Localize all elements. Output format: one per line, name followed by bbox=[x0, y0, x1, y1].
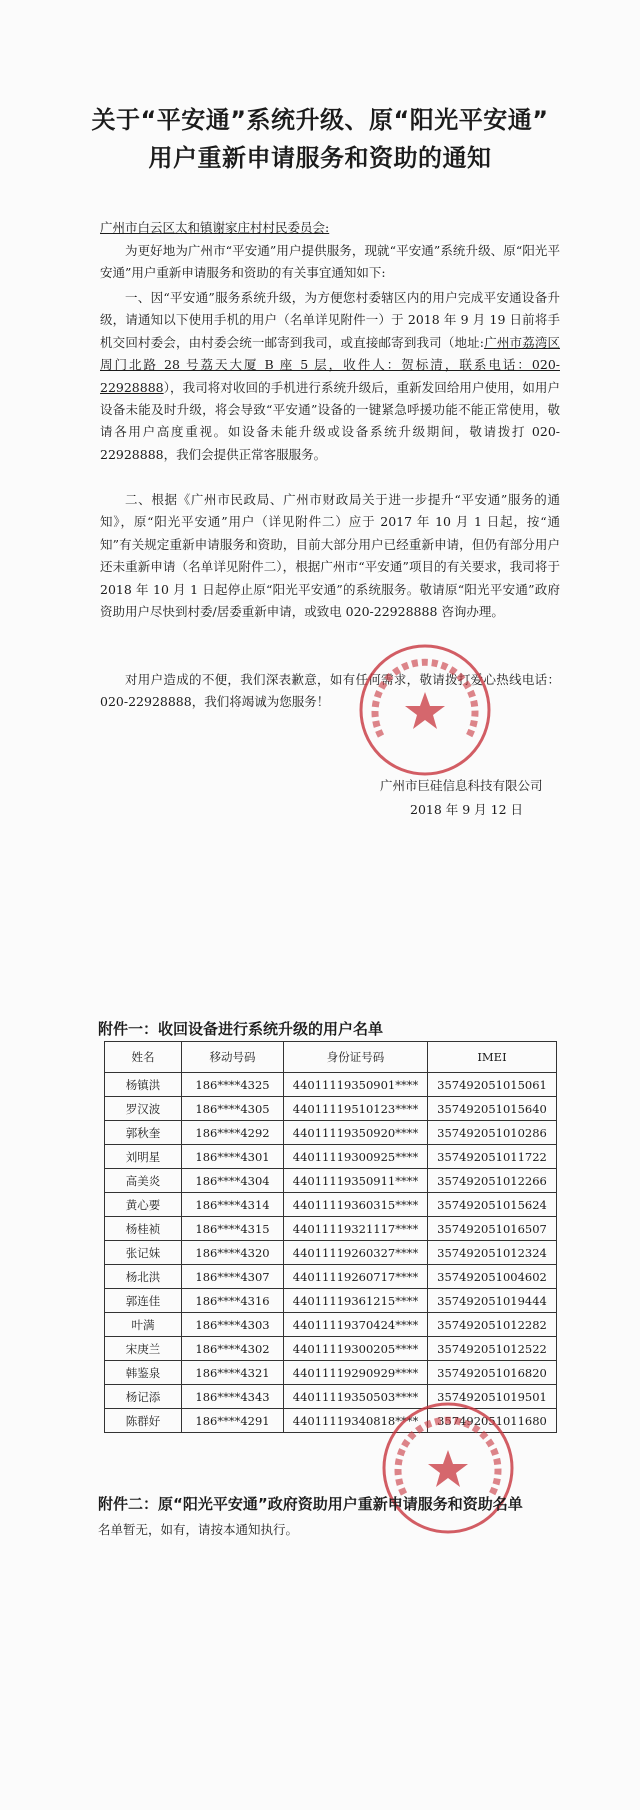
table-row bbox=[105, 1073, 557, 1097]
document-title-line1: 关于“平安通”系统升级、原“阳光平安通” bbox=[91, 106, 549, 134]
cell-imei: 357492051011680 bbox=[428, 1409, 557, 1433]
paragraph-device-upgrade bbox=[100, 287, 560, 466]
cell-name: 黄心要 bbox=[105, 1193, 182, 1217]
cell-mobile: 186****4315 bbox=[182, 1217, 284, 1241]
cell-imei: 357492051016507 bbox=[428, 1217, 557, 1241]
header-id-number: 身份证号码 bbox=[284, 1042, 428, 1073]
cell-name: 杨北洪 bbox=[105, 1265, 182, 1289]
cell-name: 刘明星 bbox=[105, 1145, 182, 1169]
cell-id-number: 44011119260327**** bbox=[284, 1241, 428, 1265]
cell-imei: 357492051012324 bbox=[428, 1241, 557, 1265]
table-row bbox=[105, 1265, 557, 1289]
cell-name: 宋庚兰 bbox=[105, 1337, 182, 1361]
document-title-line2: 用户重新申请服务和资助的通知 bbox=[148, 144, 492, 172]
cell-name: 郭秋奎 bbox=[105, 1121, 182, 1145]
cell-mobile: 186****4320 bbox=[182, 1241, 284, 1265]
cell-id-number: 44011119290929**** bbox=[284, 1361, 428, 1385]
cell-name: 张记妹 bbox=[105, 1241, 182, 1265]
attachment2-title: 附件二：原“阳光平安通”政府资助用户重新申请服务和资助名单 bbox=[98, 1495, 523, 1513]
salutation: 广州市白云区太和镇谢家庄村村民委员会: bbox=[100, 220, 330, 235]
table-row bbox=[105, 1241, 557, 1265]
cell-mobile: 186****4291 bbox=[182, 1409, 284, 1433]
cell-imei: 357492051010286 bbox=[428, 1121, 557, 1145]
table-row bbox=[105, 1097, 557, 1121]
cell-name: 杨记添 bbox=[105, 1385, 182, 1409]
cell-name: 杨镇洪 bbox=[105, 1073, 182, 1097]
cell-imei: 357492051012522 bbox=[428, 1337, 557, 1361]
issuer-company: 广州市巨硅信息科技有限公司 bbox=[380, 778, 543, 793]
cell-mobile: 186****4305 bbox=[182, 1097, 284, 1121]
table-row bbox=[105, 1169, 557, 1193]
cell-name: 杨桂祯 bbox=[105, 1217, 182, 1241]
table-row bbox=[105, 1313, 557, 1337]
cell-imei: 357492051015624 bbox=[428, 1193, 557, 1217]
cell-id-number: 44011119350901**** bbox=[284, 1073, 428, 1097]
cell-mobile: 186****4304 bbox=[182, 1169, 284, 1193]
table-row bbox=[105, 1145, 557, 1169]
cell-mobile: 186****4314 bbox=[182, 1193, 284, 1217]
table-row bbox=[105, 1337, 557, 1361]
cell-mobile: 186****4302 bbox=[182, 1337, 284, 1361]
cell-imei: 357492051016820 bbox=[428, 1361, 557, 1385]
cell-id-number: 44011119300205**** bbox=[284, 1337, 428, 1361]
header-name: 姓名 bbox=[105, 1042, 182, 1073]
table-row bbox=[105, 1217, 557, 1241]
cell-id-number: 44011119350503**** bbox=[284, 1385, 428, 1409]
cell-name: 高美炎 bbox=[105, 1169, 182, 1193]
cell-id-number: 44011119360315**** bbox=[284, 1193, 428, 1217]
cell-id-number: 44011119510123**** bbox=[284, 1097, 428, 1121]
cell-id-number: 44011119260717**** bbox=[284, 1265, 428, 1289]
cell-mobile: 186****4325 bbox=[182, 1073, 284, 1097]
paragraph-intro: 为更好地为广州市“平安通”用户提供服务，现就“平安通”系统升级、原“阳光平安通”用户重新申请服务和资助的有关事宜通知如下: bbox=[100, 243, 560, 281]
mailing-address: 广州市荔湾区周门北路 28 号荔天大厦 B 座 5 层，收件人：贺标清，联系电话：020-22928888 bbox=[100, 334, 560, 395]
cell-mobile: 186****4316 bbox=[182, 1289, 284, 1313]
cell-name: 韩鉴泉 bbox=[105, 1361, 182, 1385]
company-seal-icon bbox=[355, 640, 495, 780]
cell-imei: 357492051004602 bbox=[428, 1265, 557, 1289]
cell-name: 郭连佳 bbox=[105, 1289, 182, 1313]
table-row bbox=[105, 1289, 557, 1313]
paragraph-reapply: 二、根据《广州市民政局、广州市财政局关于进一步提升“平安通”服务的通知》，原“阳光平安通”用户（详见附件二）应于 2017 年 10 月 1 日起，按“通知”有关规定重新申请服务和资助，目前大部分用户已经重新申请，但仍有部分用户还未重新申请（名单详见附件二），根据广州市“平安通”项目的有关要求，我司将于 2018 年 10 月 1 日起停止原“阳光平安通”的系统服务。敬请原“阳光平安通”政府资助用户尽快到村委/居委重新申请，或致电 020-22928888 咨询办理。 bbox=[100, 492, 560, 620]
attachment1-title: 附件一：收回设备进行系统升级的用户名单 bbox=[98, 1020, 384, 1038]
table-row bbox=[105, 1193, 557, 1217]
paragraph-device-upgrade-part2: ），我司将对收回的手机进行系统升级后，重新发回给用户使用，如用户设备未能及时升级，将会导致“平安通”设备的一键紧急呼援功能不能正常使用，敬请各用户高度重视。如设备未能升级或设备系统升级期间，敬请拨打 020-22928888，我们会提供正常客服服务。 bbox=[100, 379, 560, 462]
cell-id-number: 44011119361215**** bbox=[284, 1289, 428, 1313]
company-seal-icon bbox=[378, 1398, 518, 1538]
cell-mobile: 186****4321 bbox=[182, 1361, 284, 1385]
issue-date: 2018 年 9 月 12 日 bbox=[410, 802, 524, 817]
cell-id-number: 44011119321117**** bbox=[284, 1217, 428, 1241]
paragraph-apology: 对用户造成的不便，我们深表歉意，如有任何需求，敬请拨打爱心热线电话：020-22928888，我们将竭诚为您服务！ bbox=[100, 672, 560, 710]
cell-name: 罗汉波 bbox=[105, 1097, 182, 1121]
cell-imei: 357492051012266 bbox=[428, 1169, 557, 1193]
cell-mobile: 186****4303 bbox=[182, 1313, 284, 1337]
attachment2-note: 名单暂无，如有，请按本通知执行。 bbox=[98, 1522, 299, 1537]
cell-id-number: 44011119370424**** bbox=[284, 1313, 428, 1337]
user-table bbox=[104, 1041, 557, 1433]
cell-mobile: 186****4292 bbox=[182, 1121, 284, 1145]
cell-imei: 357492051019444 bbox=[428, 1289, 557, 1313]
table-row bbox=[105, 1361, 557, 1385]
cell-imei: 357492051019501 bbox=[428, 1385, 557, 1409]
table-row bbox=[105, 1121, 557, 1145]
header-mobile: 移动号码 bbox=[182, 1042, 284, 1073]
paragraph-device-upgrade-part1: 一、因“平安通”服务系统升级，为方便您村委辖区内的用户完成平安通设备升级，请通知以下使用手机的用户（名单详见附件一）于 2018 年 9 月 19 日前将手机交回村委会，由村委会统一邮寄到我司，或直接邮寄到我司（地址: bbox=[100, 290, 560, 350]
cell-id-number: 44011119350920**** bbox=[284, 1121, 428, 1145]
cell-mobile: 186****4301 bbox=[182, 1145, 284, 1169]
cell-id-number: 44011119300925**** bbox=[284, 1145, 428, 1169]
cell-id-number: 44011119340818**** bbox=[284, 1409, 428, 1433]
cell-imei: 357492051015640 bbox=[428, 1097, 557, 1121]
cell-name: 陈群好 bbox=[105, 1409, 182, 1433]
cell-mobile: 186****4307 bbox=[182, 1265, 284, 1289]
cell-imei: 357492051015061 bbox=[428, 1073, 557, 1097]
cell-id-number: 44011119350911**** bbox=[284, 1169, 428, 1193]
cell-imei: 357492051011722 bbox=[428, 1145, 557, 1169]
table-header-row bbox=[105, 1042, 557, 1073]
header-imei: IMEI bbox=[428, 1042, 557, 1073]
cell-name: 叶满 bbox=[105, 1313, 182, 1337]
cell-mobile: 186****4343 bbox=[182, 1385, 284, 1409]
cell-imei: 357492051012282 bbox=[428, 1313, 557, 1337]
